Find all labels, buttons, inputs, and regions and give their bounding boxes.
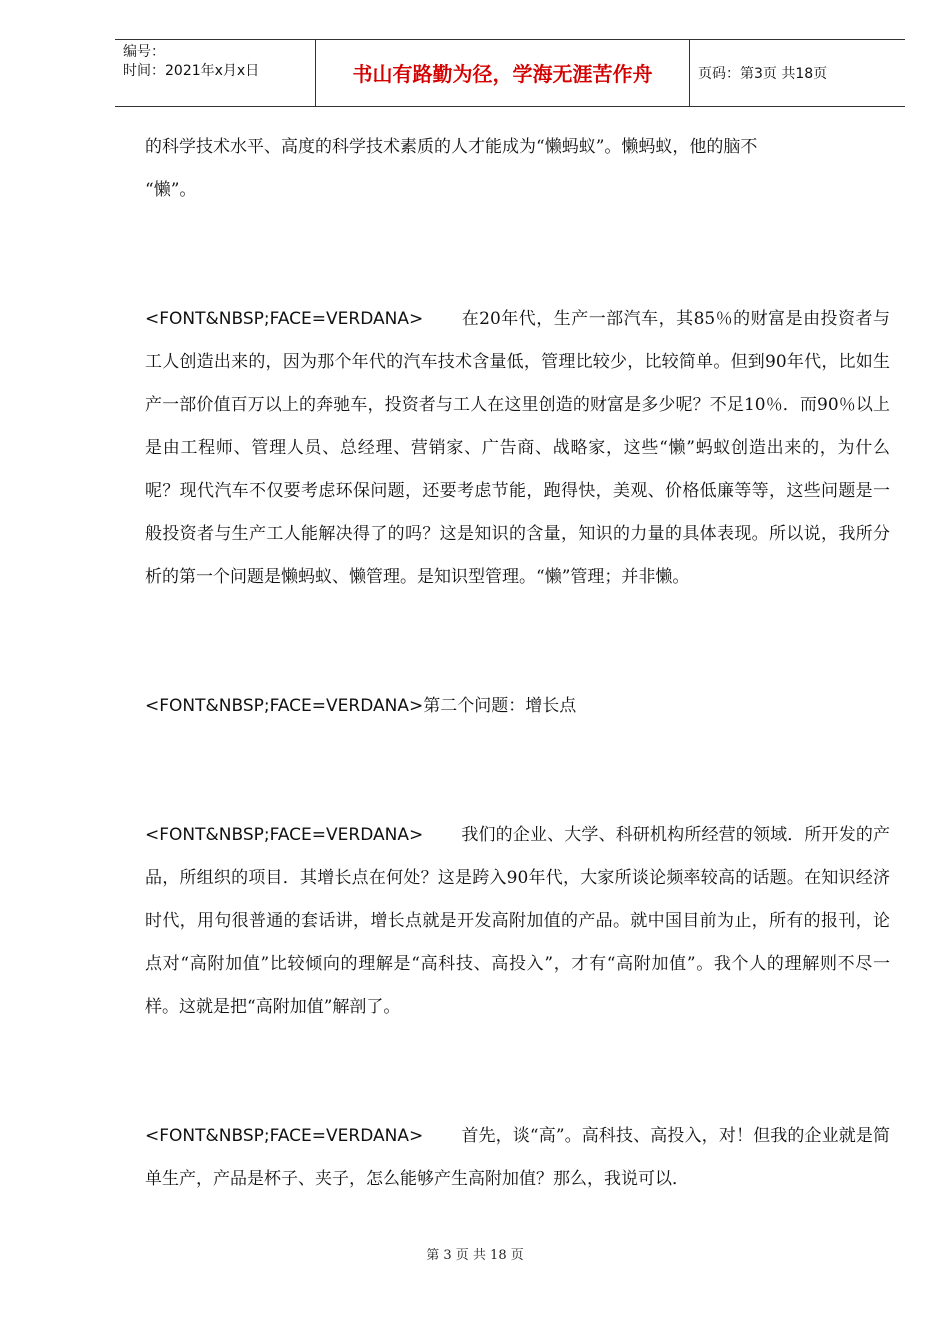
paragraph	[145, 685, 890, 728]
header-page-label: 页码：第3页 共18页	[698, 66, 828, 82]
document-body	[145, 126, 890, 1201]
html-tag-text: <FONT&NBSP;FACE=VERDANA>	[145, 696, 424, 716]
header-meta-cell	[115, 40, 316, 106]
html-tag-text: <FONT&NBSP;FACE=VERDANA>	[145, 1126, 424, 1146]
paragraph-text: 在20年代，生产一部汽车，其85％的财富是由投资者与工人创造出来的，因为那个年代的汽车技术含量低，管理比较少，比较简单。但到90年代，比如生产一部价值百万以上的奔驰车，投资者与工人在这里创造的财富是多少呢？不足10％．而90％以上是由工程师、管理人员、总经理、营销家、广告商、战略家，这些“懒”蚂蚁创造出来的，为什么呢？现代汽车不仅要考虑环保问题，还要考虑节能，跑得快，美观、价格低廉等等，这些问题是一般投资者与生产工人能解决得了的吗？这是知识的含量，知识的力量的具体表现。所以说，我所分析的第一个问题是懒蚂蚁、懒管理。是知识型管理。“懒”管理；并非懒。	[145, 309, 890, 587]
page-footer: 第 3 页 共 18 页	[426, 1248, 524, 1263]
paragraph-line: 的科学技术水平、高度的科学技术素质的人才能成为“懒蚂蚁”。懒蚂蚁，他的脑不	[145, 137, 758, 157]
header-table	[115, 39, 905, 107]
spacer	[145, 212, 890, 298]
spacer	[145, 728, 890, 814]
spacer	[145, 599, 890, 685]
spacer	[145, 1029, 890, 1115]
paragraph	[145, 814, 890, 1029]
html-tag-text: <FONT&NBSP;FACE=VERDANA>	[145, 825, 424, 845]
time-label: 时间：2021年x月x日	[123, 63, 260, 79]
header-motto: 书山有路勤为径，学海无涯苦作舟	[316, 40, 690, 106]
paragraph-line: “懒”。	[145, 180, 197, 200]
paragraph	[145, 1115, 890, 1201]
html-tag-text: <FONT&NBSP;FACE=VERDANA>	[145, 309, 424, 329]
section-heading: 第二个问题：增长点	[423, 696, 577, 716]
paragraph-text: 首先，谈“高”。高科技、高投入，对！但我的企业就是简单生产，产品是杯子、夹子，怎么能够产生高附加值？那么，我说可以．	[145, 1126, 890, 1189]
serial-label: 编号：	[123, 44, 165, 60]
paragraph	[145, 298, 890, 599]
paragraph-text: 我们的企业、大学、科研机构所经营的领域．所开发的产品，所组织的项目．其增长点在何处？这是跨入90年代，大家所谈论频率较高的话题。在知识经济时代，用句很普通的套话讲，增长点就是开发高附加值的产品。就中国目前为止，所有的报刊，论点对“高附加值”比较倾向的理解是“高科技、高投入”，才有“高附加值”。我个人的理解则不尽一样。这就是把“高附加值”解剖了。	[145, 825, 890, 1017]
